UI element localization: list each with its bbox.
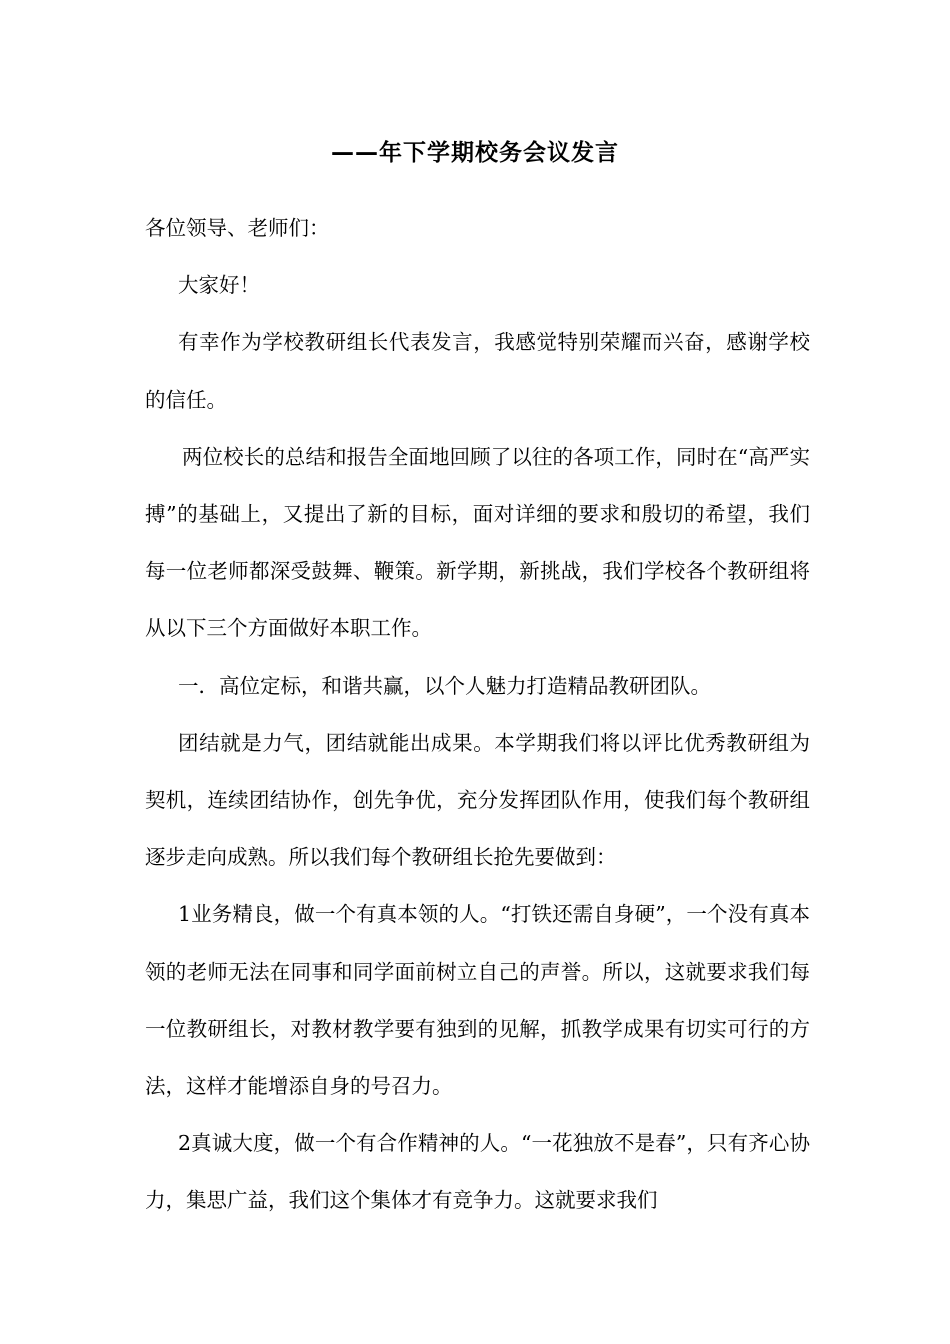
document-body	[145, 200, 810, 1230]
list-item: 1业务精良，做一个有真本领的人。“打铁还需自身硬”，一个没有真本领的老师无法在同事和同学面前树立自己的声誉。所以，这就要求我们每一位教研组长，对教材教学要有独到的见解，抓教学成果有切实可行的方法，这样才能增添自身的号召力。	[145, 902, 810, 1099]
paragraph: 两位校长的总结和报告全面地回顾了以往的各项工作，同时在“高严实搏”的基础上，又提出了新的目标，面对详细的要求和殷切的希望，我们每一位老师都深受鼓舞、鞭策。新学期，新挑战，我们学校各个教研组将从以下三个方面做好本职工作。	[145, 444, 810, 641]
list-item: 2真诚大度，做一个有合作精神的人。“一花独放不是春”，只有齐心协力，集思广益，我们这个集体才有竞争力。这就要求我们	[145, 1131, 810, 1213]
paragraph: 团结就是力气，团结就能出成果。本学期我们将以评比优秀教研组为契机，连续团结协作，创先争优，充分发挥团队作用，使我们每个教研组逐步走向成熟。所以我们每个教研组长抢先要做到：	[145, 730, 810, 870]
salutation: 各位领导、老师们：	[145, 216, 330, 240]
section-heading: 一．高位定标，和谐共赢，以个人魅力打造精品教研团队。	[178, 673, 711, 698]
paragraph: 有幸作为学校教研组长代表发言，我感觉特别荣耀而兴奋，感谢学校的信任。	[145, 330, 810, 412]
document-title: ——年下学期校务会议发言	[331, 140, 619, 166]
greeting: 大家好！	[178, 273, 260, 298]
